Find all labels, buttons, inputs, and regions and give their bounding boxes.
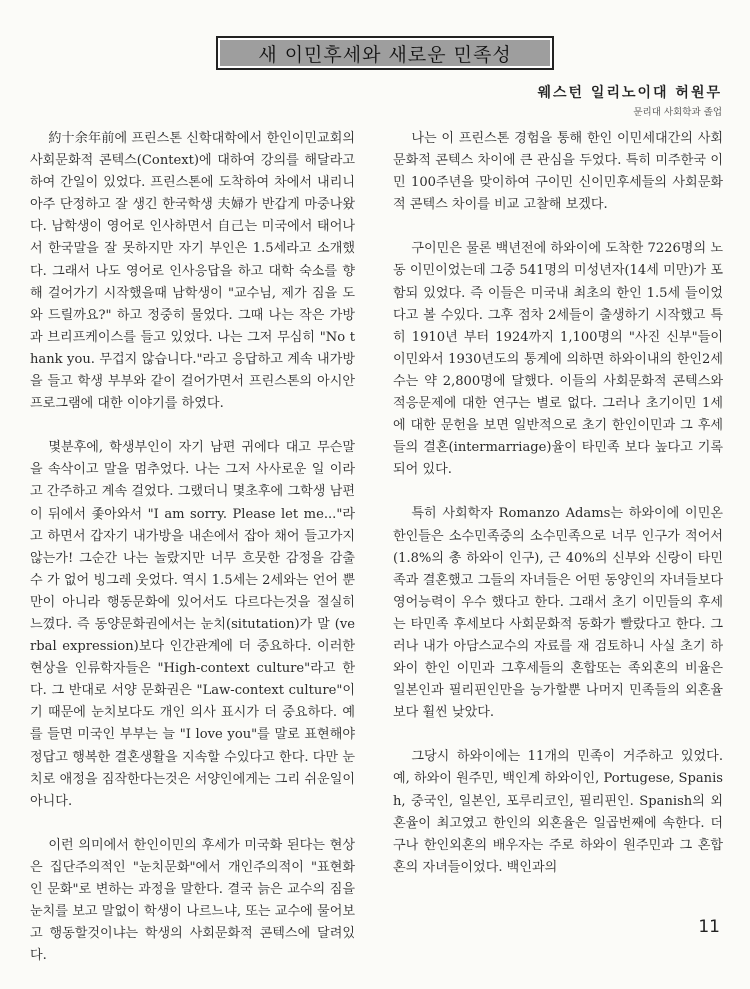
article-title: 새 이민후세와 새로운 민족성 <box>258 43 512 66</box>
paragraph: 이런 의미에서 한인이민의 후세가 미국화 된다는 현상은 집단주의적인 "눈치문화"에서 개인주의적이 "표현화인 문화"로 변하는 과정을 말한다. 결국 늙은 교수의 짐을 눈치를 보고 말없이 학생이 나르느냐, 또는 교수에 물어보고 행동할것이냐는 학생의 사회문화적 콘텍스에 달려있다. <box>30 837 355 964</box>
paragraph: 約十余年前에 프린스톤 신학대학에서 한인이민교회의 사회문화적 콘텍스(Context)에 대하여 강의를 해달라고 하여 간일이 있었다. 프린스톤에 도착하여 차에서 내리니 아주 단정하고 잘 생긴 한국학생 夫婦가 반갑게 마중나왔다. 남학생이 영어로 인사하면서 自己는 미국에서 태어나서 한국말을 잘 못하지만 자기 부인은 1.5세라고 소개했다. 그래서 나도 영어로 인사응답을 하고 대학 숙소를 향해 걸어가기 시작했을때 남학생이 "교수님, 제가 짐을 도와 드릴까요?" 하고 정중히 물었다. 그때 나는 작은 가방과 브리프케이스를 들고 있었다. 나는 그저 무심히 "No thank you. 무겁지 않습니다."라고 응답하고 계속 내가방을 들고 학생 부부와 같이 걸어가면서 프린스톤의 아시안 프로그램에 대한 이야기를 하였다. <box>30 131 355 412</box>
page-number: 11 <box>698 917 720 937</box>
paragraph: 특히 사회학자 Romanzo Adams는 하와이에 이민온 한인들은 소수민족중의 소수민족으로 너무 인구가 적어서 (1.8%의 총 하와이 인구), 근 40%의 신부와 신랑이 타민족과 결혼했고 그들의 자녀들은 어떤 동양인의 자녀들보다 영어능력이 우수 했다고 한다. 그래서 초기 이민들의 후세는 타민족 후세보다 사회문화적 동화가 빨랐다고 한다. 그러나 내가 아담스교수의 자료를 재 검토하니 사실 초기 하와이 한인 이민과 그후세들의 혼합또는 족외혼의 비율은 일본인과 필리핀인만을 능가할뿐 나머지 민족들의 외혼율 보다 휠씬 낮았다. <box>393 506 723 721</box>
paragraph: 그당시 하와이에는 11개의 민족이 거주하고 있었다. 예, 하와이 원주민, 백인계 하와이인, Portugese, Spanish, 중국인, 일본인, 포루리코인, 필리핀인. Spanish의 외혼율이 최고였고 한인의 외혼율은 일곱번째에 속한다. 더구나 한인외혼의 배우자는 주로 하와이 원주민과 그 혼합혼의 자녀들이었다. 백인과의 <box>393 749 723 875</box>
paragraph: 몇분후에, 학생부인이 자기 남편 귀에다 대고 무슨말을 속삭이고 말을 멈추었다. 나는 그저 사사로운 일 이라고 간주하고 계속 걸었다. 그랬더니 몇초후에 그학생 남편이 뒤에서 좇아와서 "I am sorry. Please let me..."라고 하면서 갑자기 내가방을 내손에서 잡아 채어 들고가지 않는가! 그순간 나는 놀랐지만 너무 흐뭇한 감정을 감출 수 가 없어 빙그레 웃었다. 역시 1.5세는 2세와는 언어 뿐만이 아니라 행동문화에 있어서도 다르다는것을 절실히 느꼈다. 즉 동양문화권에서는 눈치(situtation)가 말 (verbal expression)보다 인간관계에 더 중요하다. 이러한 현상을 인류학자들은 "High-context culture"라고 한다. 그 반대로 서양 문화권은 "Law-context culture"이기 때문에 눈치보다도 개인 의사 표시가 더 중요하다. 예를 들면 미국인 부부는 늘 "I love you"를 말로 표현해야 정답고 행복한 결혼생활을 지속할 수있다고 한다. 다만 눈치로 애정을 짐작한다는것은 서양인에게는 그리 쉬운일이 아니다. <box>30 440 355 809</box>
paragraph: 나는 이 프린스톤 경험을 통해 한인 이민세대간의 사회문화적 콘텍스 차이에 큰 관심을 두었다. 특히 미주한국 이민 100주년을 맞이하여 구이민 신이민후세들의 사회문화적 콘텍스 차이를 비교 고찰해 보겠다. <box>393 131 723 213</box>
paragraph: 구이민은 물론 백년전에 하와이에 도착한 7226명의 노동 이민이었는데 그중 541명의 미성년자(14세 미만)가 포함되 있었다. 즉 이들은 미국내 최초의 한인 1.5세 들이었다고 볼 수있다. 그후 점차 2세들이 출생하기 시작했고 특히 1910년 부터 1924까지 1,100명의 "사진 신부"들이 이민와서 1930년도의 통계에 의하면 하와이내의 한인2세수는 약 2,800명에 달했다. 이들의 사회문화적 콘텍스와 적응문제에 대한 연구는 별로 없다. 그러나 초기이민 1세에 대한 문헌을 보면 일반적으로 초기 한인이민과 그 후세들의 결혼(intermarriage)율이 타민족 보다 높다고 기록되어 있다. <box>393 241 723 478</box>
author-affiliation: 문리대 사회학과 졸업 <box>633 107 722 118</box>
article-title-box <box>216 36 554 70</box>
author-line: 웨스턴 일리노이대 허원무 <box>537 85 722 101</box>
right-column <box>393 128 723 901</box>
left-column <box>30 128 355 989</box>
